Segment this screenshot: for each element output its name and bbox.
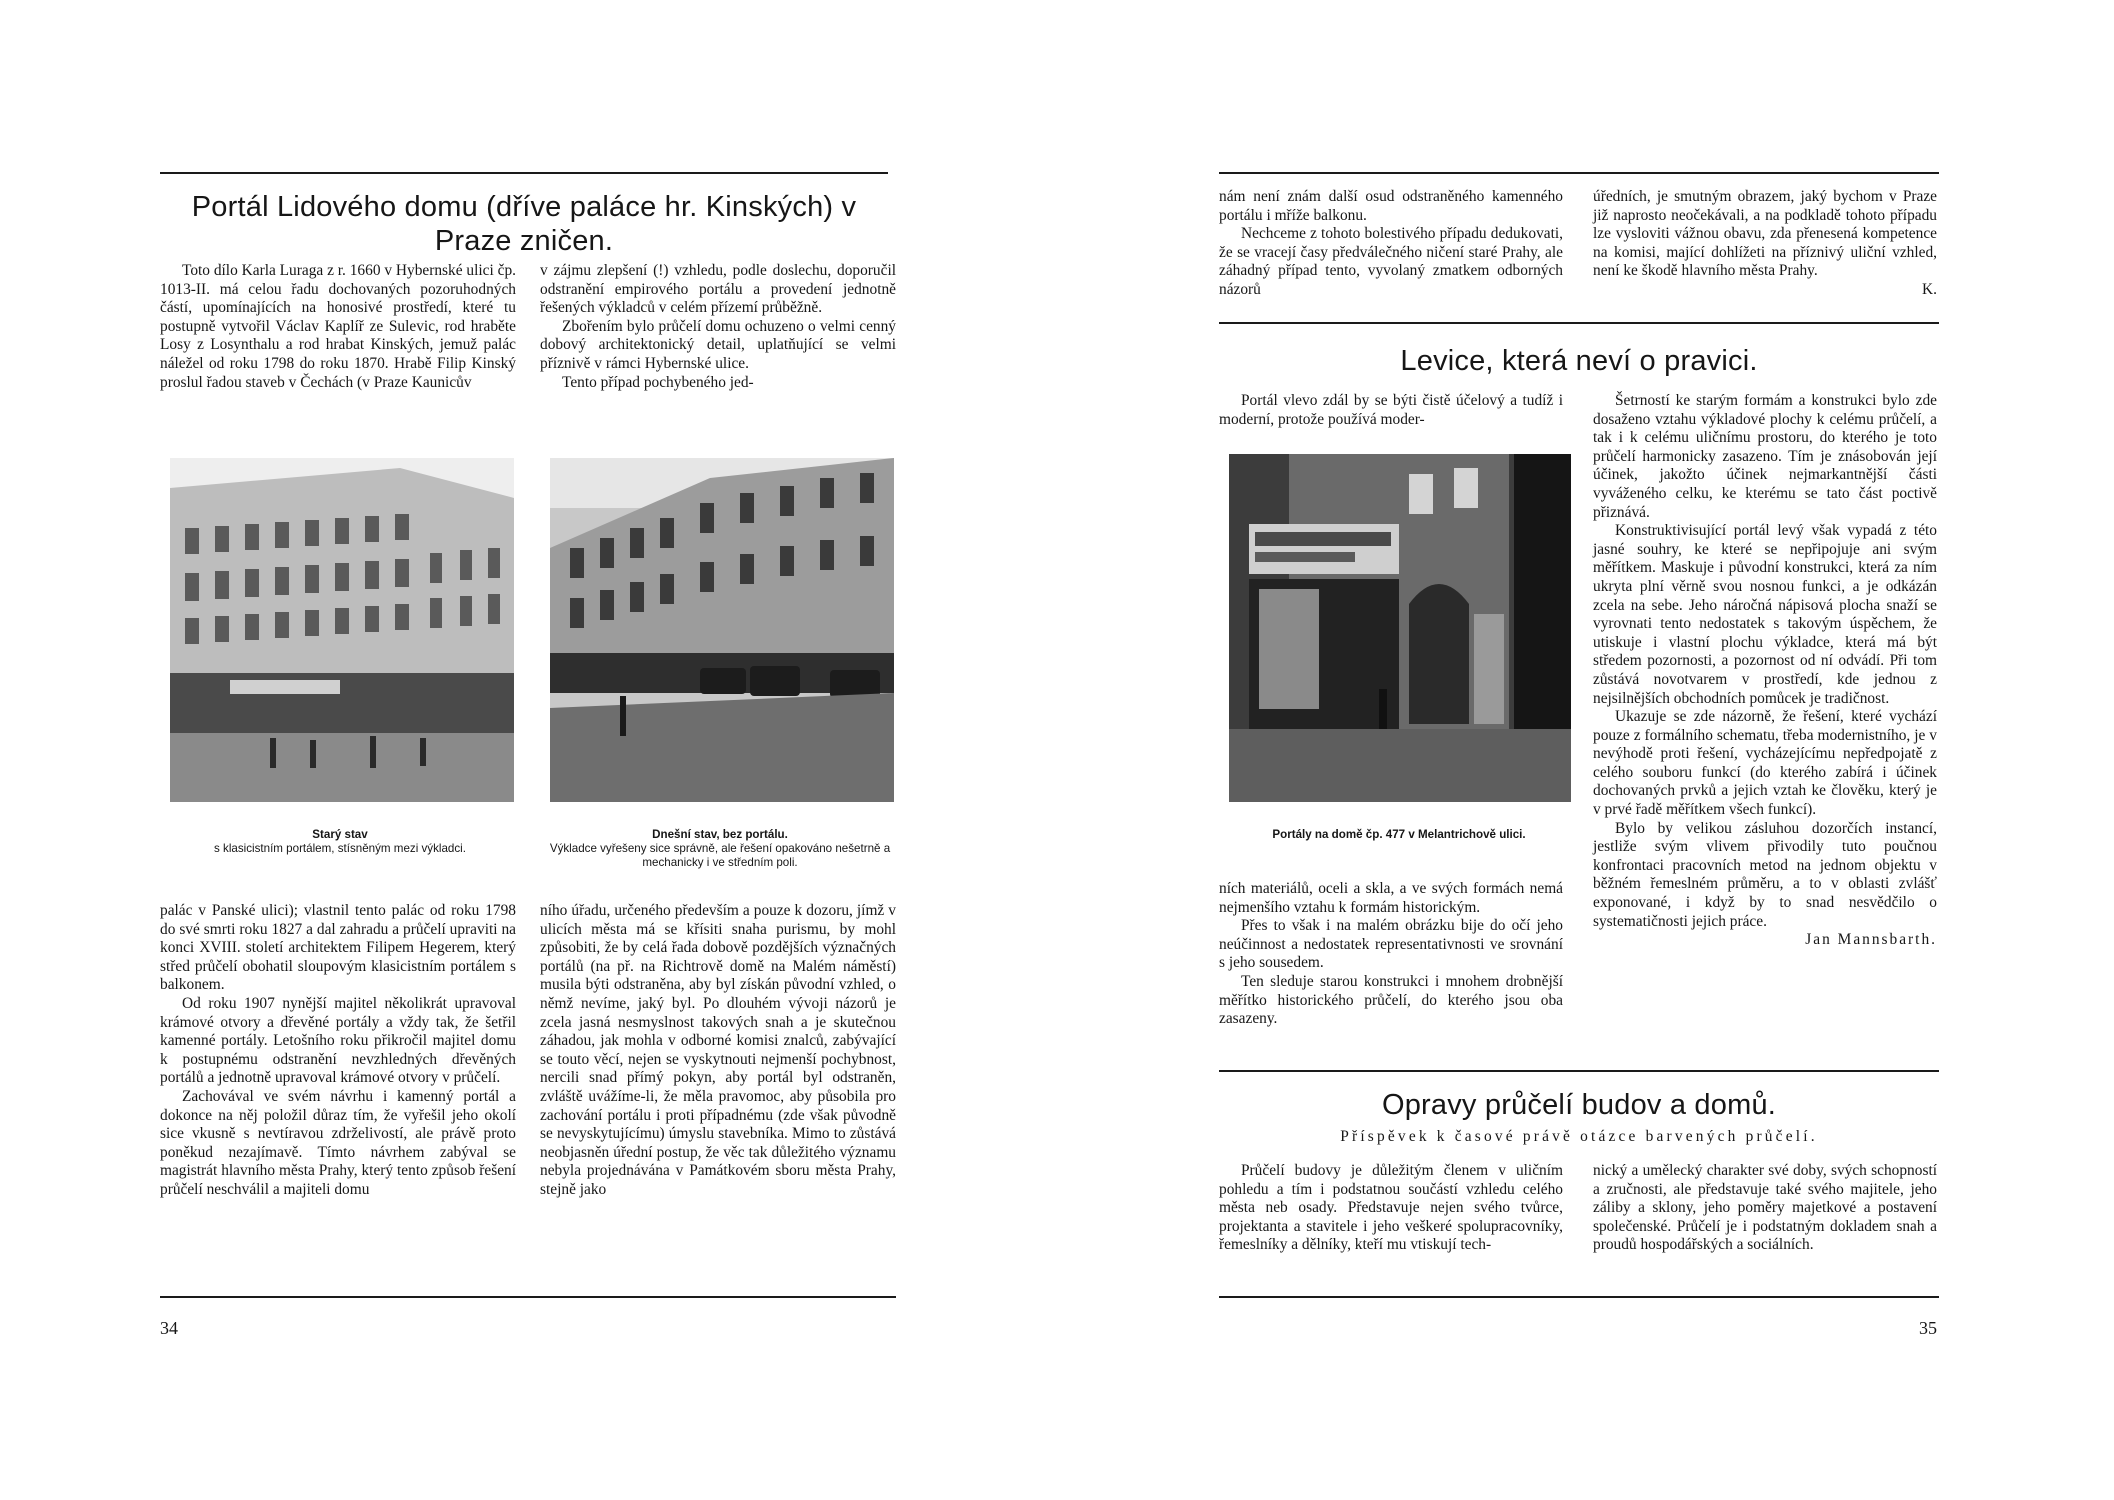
paragraph: nický a umělecký charakter své doby, svých schopností a zručnosti, ale představuje také svého majitele, jeho záliby a sklony, jeho poměry majetkové a postavení společenské. Průčelí je i podstatným dokladem snah a proudů hospodářských a sociálních. xyxy=(1593,1162,1937,1254)
paragraph: Toto dílo Karla Luraga z r. 1660 v Hybernské ulici čp. 1013-II. má celou řadu dochovaných pozoruhodných částí, upomínajících na honosivé prostředí, které tu postupně vytvořil Václav Kaplíř ze Sulevic, rod hraběte Losy z Losynthalu a rod hrabat Kinských, jemuž palác náležel od roku 1798 do roku 1870. Hrabě Filip Kinský proslul řadou staveb v Čechách (v Praze Kaunicův xyxy=(160,262,517,391)
section-title-opravy: Opravy průčelí budov a domů. xyxy=(1381,1089,1777,1121)
paragraph: Šetrností ke starým formám a konstrukci bylo zde dosaženo vztahu výkladové plochy k celému průčelí, a tak i k celému uličnímu prostoru, do kterého je toto průčelí harmonicky zasazeno. Tím je znásobován její účinek, jakožto účinek nejmarkantnější části vyváženého celku, ke kterému se tato část poctivě přiznává. xyxy=(1593,392,1937,521)
photo-melantrichova-portals xyxy=(1229,454,1571,802)
paragraph: Nechceme z tohoto bolestivého případu dedukovati, že se vracejí časy předválečného ničení staré Prahy, ale záhadný případ tento, vyvolaný zmatkem odborných názorů xyxy=(1219,225,1563,298)
paragraph: nám není znám další osud odstraněného kamenného portálu i mříže balkonu. xyxy=(1219,188,1563,224)
paragraph: palác v Panské ulici); vlastnil tento palác od roku 1798 do své smrti roku 1827 a dal zahradu a průčelí upraviti na konci XVIII. století architektem Filipem Hegerem, který střed průčelí obohatil sloupovým klasicistním portálem s balkonem. xyxy=(160,902,516,994)
caption-text: s klasicistním portálem, stísněným mezi výkladci. xyxy=(214,842,466,855)
paragraph: Tento případ pochybeného jed- xyxy=(562,373,754,391)
paragraph: Ukazuje se zde názorně, že řešení, které vychází pouze z formálního schematu, třeba modernistního, je v nevýhodě proti řešení, vycházejícímu nepředpojatě z celého souboru funkcí (do kterého zabírá i účinek dochovaných prvků a jejich vztah ke člověku, který je v prvé řadě měřítkem všech funkcí). xyxy=(1593,708,1937,819)
paragraph: ního úřadu, určeného především a pouze k dozoru, jímž v ulicích města má se křísiti snaha purismu, by mohl způsobiti, že by celá řada dobově pozdějších význačných portálů (na př. na Richtrově domě na Malém náměstí) musila býti odstraněna, aby byl získán původní vzhled, o němž nevíme, jaký byl. Po dlouhém vývoji názorů je zcela jasná nesmyslnost takových snah a je skutečnou záhadou, jak mohla v odborné komisi znalců, zabývající se touto věcí, nejen se vyskytnouti nejmenší pochybnost, nercili snad přímý pokyn, aby portál byl odstraněn, zvláště uvážíme-li, že měla pravomoc, aby působila pro zachování portálu i proti případnému (zde však původně se nevyskytujícímu) úmyslu stavebníka. Mimo to zůstává neobjasněn úřední postup, že věc tak důležitého významu nebyla projednávána v Památkovém sboru města Prahy, stejně jako xyxy=(540,902,896,1198)
caption-text: Výkladce vyřešeny sice správně, ale řešení opakováno nešetrně a mechanicky i ve středním poli. xyxy=(549,842,891,869)
street-photo-image xyxy=(550,458,894,802)
photo-old-state xyxy=(170,458,514,802)
paragraph: Zachovával ve svém návrhu i kamenný portál a dokonce na něj položil důraz tím, že vyřešil jeho okolí sice vkusně s nevtíravou zdrželivostí, ale právě proto poněkud nezajímavě. Tímto návrhem zabýval se magistrát hlavního města Prahy, který tento způsob řešení průčelí neschválil a majiteli domu xyxy=(160,1087,516,1198)
section-rule xyxy=(1219,1070,1939,1072)
paragraph: Od roku 1907 nynější majitel několikrát upravoval krámové otvory a dřevěné portály a vždy tak, že šetřil kamenné portály. Letošního roku přikročil majitel domu k postupnému odstranění nevzhledných dřevěných portálů a jednotně upravoval krámové otvory v průčelí. xyxy=(160,994,516,1087)
bottom-rule xyxy=(160,1296,896,1298)
caption-current-state xyxy=(540,828,900,870)
section-title-levice: Levice, která neví o pravici. xyxy=(1400,345,1758,377)
levice-column-2 xyxy=(1593,392,1937,950)
levice-column-1-bottom xyxy=(1219,880,1563,1029)
author-initial: K. xyxy=(1922,280,1937,298)
paragraph: Bylo by velikou zásluhou dozorčích instancí, jestliže svým vlivem přivodily tuto poučnou konfrontaci pracovních metod na jednom objektu v běžném řemeslném průměru, a to v oblasti zvlášť exponované, i když by to snad nesvědčilo o systematičnosti jejich práce. xyxy=(1593,819,1937,930)
paragraph: Konstruktivisující portál levý však vypadá z této jasné souhry, ke které se nepřipojuje ani svým měřítkem. Maskuje i původní konstrukci, která za ním ukryta plní věrně svou nosnou funkci, a je odkázán zcela na sebe. Jeho náročná nápisová plocha snaží se vyrovnati tento nedostatek s takovým úspěchem, že utiskuje i vlastní plochu výkladce, která má být středem pozornosti, a pozornost od ní odvádí. Při tom zůstává novotvarem v prostředí, kde jednou z nejsilnějších obchodních pomůcek je tradičnost. xyxy=(1593,522,1937,707)
opravy-column-2 xyxy=(1593,1162,1937,1255)
street-photo-image xyxy=(1229,454,1571,802)
top-rule xyxy=(160,172,888,174)
paragraph: v zájmu zlepšení (!) vzhledu, podle doslechu, doporučil odstranění empirového portálu a provedení jednotně řešených výkladců v celém přízemí průběžně. xyxy=(540,262,896,317)
article-column-2-bottom xyxy=(540,902,896,1200)
article-continuation-col-1 xyxy=(1219,188,1563,300)
page-number: 35 xyxy=(1919,1318,1937,1338)
paragraph: Portál vlevo zdál by se býti čistě účelový a tudíž i moderní, protože používá moder- xyxy=(1219,392,1563,428)
page-number: 34 xyxy=(160,1318,178,1338)
article-column-1-bottom xyxy=(160,902,516,1200)
paragraph: úředních, je smutným obrazem, jaký bychom v Praze již naprosto neočekávali, a na podkladě tohoto případu lze vysloviti vážnou obavu, zda přenesená kompetence na komisi, mající dohlížeti na příznivý uliční vzhled, není ke škodě hlavního města Prahy. xyxy=(1593,188,1937,280)
bottom-rule xyxy=(1219,1296,1939,1298)
article-column-2-top xyxy=(540,262,896,392)
paragraph: Průčelí budovy je důležitým členem v uličním pohledu a tím i podstatnou součástí vzhledu celého města neb osady. Představuje nejen svého tvůrce, projektanta a stavitele i jeho veškeré spolupracovníky, řemeslníky a dělníky, kteří mu vtiskují tech- xyxy=(1219,1162,1563,1254)
paragraph: Zbořením bylo průčelí domu ochuzeno o velmi cenný dobový architektonický detail, uplatňující se velmi příznivě v rámci Hybernské ulice. xyxy=(540,317,896,372)
caption-title: Dnešní stav, bez portálu. xyxy=(652,828,788,841)
page-35 xyxy=(1057,0,2114,1500)
article-continuation-col-2 xyxy=(1593,188,1937,300)
paragraph: Přes to však i na malém obrázku bije do očí jeho neúčinnost a nedostatek representativnosti ve srovnání s jeho sousedem. xyxy=(1219,917,1563,972)
article-title: Portál Lidového domu (dříve paláce hr. Kinských) v Praze zničen. xyxy=(191,191,857,257)
author-signature: Jan Mannsbarth. xyxy=(1805,931,1937,949)
section-subtitle: Příspěvek k časové právě otázce barvených průčelí. xyxy=(1340,1128,1818,1145)
paragraph: Ten sleduje starou konstrukci i mnohem drobnější měřítko historického průčelí, do kterého jsou oba zasazeny. xyxy=(1219,972,1563,1028)
section-rule xyxy=(1219,322,1939,324)
caption-melantrichova: Portály na domě čp. 477 v Melantrichově ulici. xyxy=(1272,828,1526,841)
top-rule xyxy=(1219,172,1939,174)
caption-title: Starý stav xyxy=(312,828,368,841)
street-photo-image xyxy=(170,458,514,802)
paragraph: ních materiálů, oceli a skla, a ve svých formách nemá nejmenšího vztahu k formám historickým. xyxy=(1219,880,1563,916)
levice-column-1-top xyxy=(1219,392,1563,429)
photo-current-state xyxy=(550,458,894,802)
caption-old-state xyxy=(160,828,520,856)
article-column-1-top xyxy=(160,262,516,392)
opravy-column-1 xyxy=(1219,1162,1563,1255)
